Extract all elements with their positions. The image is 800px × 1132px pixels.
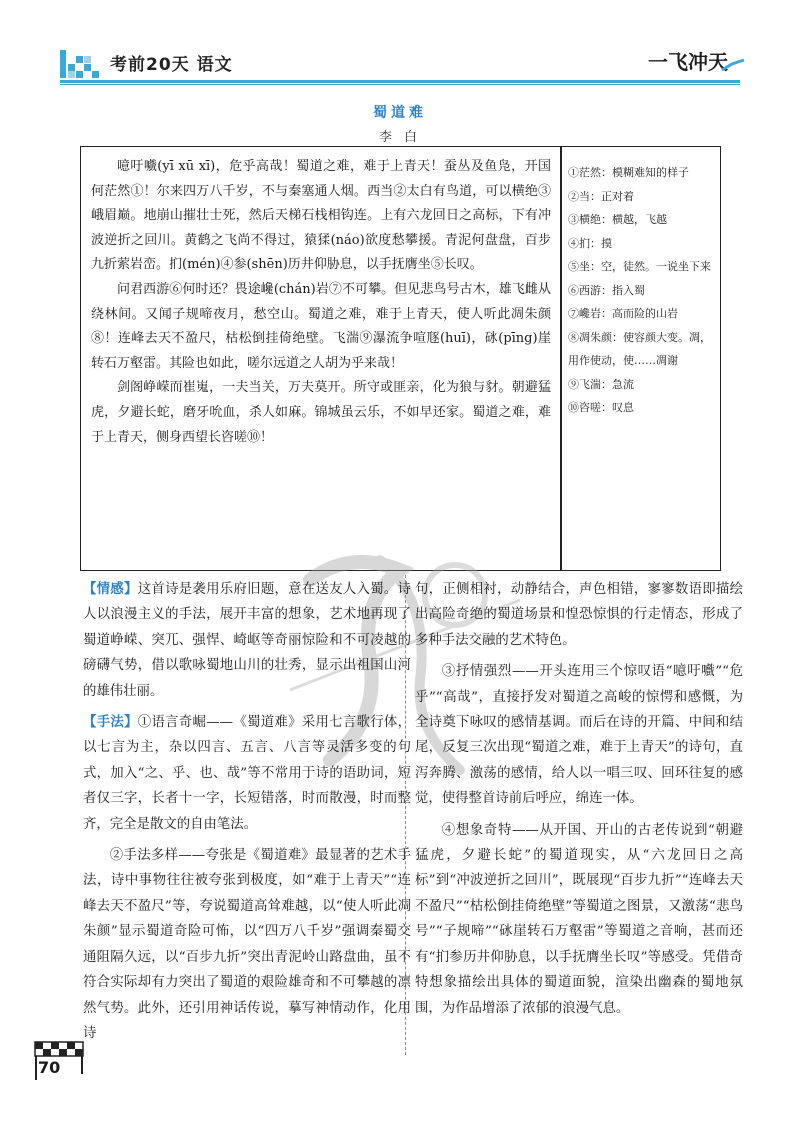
emotion-text: 这首诗是袭用乐府旧题，意在送友人入蜀。诗人以浪漫主义的手法，展开丰富的想象，艺术地再现了蜀道峥嵘、突兀、强悍、崎岖等奇丽惊险和不可凌越的磅礴气势，借以歌咏蜀地山川的壮秀，显示出祖国山河的雄伟壮丽。	[83, 582, 412, 699]
header-brand: 一飞冲天	[648, 50, 728, 74]
poem-paragraph: 问君西游⑥何时还？畏途巉(chán)岩⑦不可攀。但见悲鸟号古木，雄飞雌从绕林间。又闻子规啼夜月，愁空山。蜀道之难，难于上青天，使人听此凋朱颜⑧！连峰去天不盈尺，枯松倒挂倚绝壁。飞湍⑨瀑流争喧豗(huī)，砯(pīng)崖转石万壑雷。其险也如此，嗟尔远道之人胡为乎来哉！	[91, 281, 551, 371]
annotation-item: ⑦巉岩：高而险的山岩	[568, 307, 678, 320]
annotation-item: ⑧凋朱颜：使容颜大变。凋，用作使动，使……凋谢	[568, 330, 711, 367]
poem-box	[80, 146, 721, 571]
method-tag: 【手法】	[83, 714, 138, 731]
analysis-left-column	[83, 577, 411, 1052]
annotation-item: ⑥西游：指入蜀	[568, 283, 645, 297]
emotion-tag: 【情感】	[83, 581, 138, 597]
method-paragraph-1	[83, 710, 411, 837]
poem-paragraph: 噫吁嚱(yī xū xī)，危乎高哉！蜀道之难，难于上青天！蚕丛及鱼凫，开国何茫然①！尔来四万八千岁，不与秦塞通人烟。西当②太白有鸟道，可以横绝③峨眉巅。地崩山摧壮士死，然后天梯石栈相钩连。上有六龙回日之高标，下有冲波逆折之回川。黄鹤之飞尚不得过，猿猱(náo)欲度愁攀援。青泥何盘盘，百步九折萦岩峦。扪(mén)④参(shēn)历井仰胁息，以手抚膺坐⑤长叹。	[91, 159, 551, 273]
column-separator	[405, 575, 406, 1055]
annotation-item: ④扪：摸	[568, 236, 612, 250]
method-paragraph-3: ③抒情强烈——开头连用三个惊叹语“噫吁嚱”“危乎”“高哉”，直接抒发对蜀道之高峻的惊愕和感慨，为全诗奠下咏叹的感情基调。而后在诗的开篇、中间和结尾，反复三次出现“蜀道之难，难于上青天”的诗句，直泻奔腾、激荡的感情，给人以一唱三叹、回环往复的感觉，使得整首诗前后呼应，绵连一体。	[415, 664, 743, 807]
poem-author: 李 白	[378, 130, 422, 145]
brand-swoosh-icon	[720, 58, 746, 72]
header-logo-blocks	[60, 48, 104, 80]
poem-title: 蜀道难	[373, 105, 427, 121]
header-rule	[60, 80, 740, 83]
annotation-item: ③横绝：横越，飞越	[568, 213, 667, 226]
poem-divider	[560, 147, 562, 570]
emotion-paragraph	[83, 577, 411, 704]
page-number: 70	[38, 1058, 61, 1077]
annotation-item: ②当：正对着	[568, 189, 634, 203]
method-paragraph-2-continued: 句，正侧相衬，动静结合，声色相错，寥寥数语即描绘出高险奇绝的蜀道场景和惶恐惊惧的行走情态，形成了多种手法交融的艺术特色。	[415, 582, 743, 648]
annotation-item: ①茫然：模糊难知的样子	[568, 166, 689, 179]
header-title: 考前20天 语文	[110, 55, 233, 75]
method-paragraph-2: ②手法多样——夸张是《蜀道难》最显著的艺术手法，诗中事物往往被夸张到极度，如“难于上青天”“连峰去天不盈尺”等，夸说蜀道高耸难越，以“使人听此凋朱颜”显示蜀道奇险可怖，以“四万八千岁”强调秦蜀交通阻隔久远，以“百步九折”突出青泥岭山路盘曲，虽不符合实际却有力突出了蜀道的艰险雄奇和不可攀越的凛然气势。此外，还引用神话传说，摹写神情动作，化用诗	[83, 848, 411, 1041]
poem-paragraph: 剑阁峥嵘而崔嵬，一夫当关，万夫莫开。所守或匪亲，化为狼与豺。朝避猛虎，夕避长蛇，磨牙吮血，杀人如麻。锦城虽云乐，不如早还家。蜀道之难，难于上青天，侧身西望长咨嗟⑩！	[91, 380, 551, 445]
annotation-list	[568, 161, 718, 420]
analysis-right-column	[415, 577, 743, 1027]
header-rule-thin	[60, 84, 740, 85]
poem-text	[91, 155, 551, 450]
method-1-text: ①语言奇崛——《蜀道难》采用七言歌行体，以七言为主，杂以四言、五言、八言等灵活多变的句式，加入“之、乎、也、哉”等不常用于诗的语助词，短者仅三字，长者十一字，长短错落，时而散漫，时而整齐，完全是散文的自由笔法。	[83, 715, 412, 832]
annotation-item: ⑩咨嗟：叹息	[568, 401, 634, 414]
annotation-item: ⑨飞湍：急流	[568, 377, 634, 391]
method-paragraph-4: ④想象奇特——从开国、开山的古老传说到“朝避猛虎，夕避长蛇”的蜀道现实，从“六龙回日之高标”到“冲波逆折之回川”，既展现“百步九折”“连峰去天不盈尺”“枯松倒挂倚绝壁”等蜀道之图景，又激荡“悲鸟号”“子规啼”“砯崖转石万壑雷”等蜀道之音响，甚而还有“扪参历井仰胁息，以手抚膺坐长叹”等感受。凭借奇特想象描绘出具体的蜀道面貌，渲染出幽森的蜀地氛围，为作品增添了浓郁的浪漫气息。	[415, 822, 743, 1016]
annotation-item: ⑤坐：空，徒然。一说坐下来	[568, 260, 711, 273]
